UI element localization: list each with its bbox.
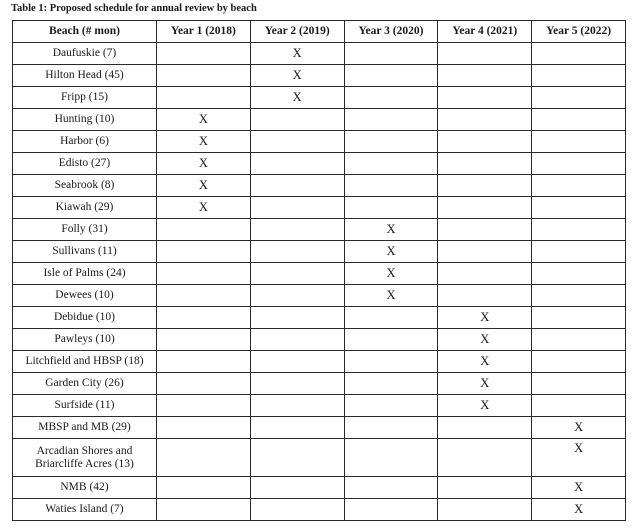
schedule-cell [344, 87, 438, 109]
schedule-mark: X [198, 155, 208, 170]
schedule-cell [157, 373, 251, 395]
table-row [13, 499, 626, 521]
schedule-cell [344, 285, 438, 307]
schedule-cell [344, 43, 438, 65]
schedule-cell [250, 439, 344, 477]
schedule-mark: X [198, 133, 208, 148]
schedule-cell [532, 175, 626, 197]
schedule-mark: X [480, 331, 490, 346]
header-row [13, 21, 626, 43]
schedule-cell [344, 263, 438, 285]
table-row [13, 65, 626, 87]
beach-name: NMB (42) [13, 477, 157, 499]
schedule-cell [344, 395, 438, 417]
beach-name: Edisto (27) [13, 153, 157, 175]
schedule-cell [532, 65, 626, 87]
schedule-cell [438, 219, 532, 241]
beach-name: MBSP and MB (29) [13, 417, 157, 439]
schedule-cell [532, 131, 626, 153]
beach-name: Garden City (26) [13, 373, 157, 395]
header-year-3: Year 3 (2020) [344, 21, 438, 43]
schedule-cell [532, 219, 626, 241]
table-row [13, 329, 626, 351]
schedule-cell [532, 499, 626, 521]
schedule-cell [438, 499, 532, 521]
schedule-cell [532, 351, 626, 373]
schedule-mark: X [292, 45, 302, 60]
beach-name-line: Briarcliffe Acres (13) [35, 457, 134, 470]
table-row [13, 439, 626, 477]
schedule-mark: X [480, 309, 490, 324]
schedule-cell [157, 197, 251, 219]
schedule-cell [438, 87, 532, 109]
schedule-cell [157, 175, 251, 197]
schedule-cell [344, 439, 438, 477]
schedule-cell [157, 417, 251, 439]
schedule-cell [250, 65, 344, 87]
schedule-cell [157, 351, 251, 373]
schedule-cell [250, 395, 344, 417]
schedule-cell [344, 197, 438, 219]
schedule-mark: X [386, 265, 396, 280]
schedule-cell [438, 175, 532, 197]
schedule-cell [250, 329, 344, 351]
beach-name: Dewees (10) [13, 285, 157, 307]
schedule-cell [532, 307, 626, 329]
schedule-cell [344, 65, 438, 87]
schedule-cell [157, 65, 251, 87]
table-row [13, 285, 626, 307]
schedule-cell [532, 153, 626, 175]
schedule-cell [250, 219, 344, 241]
schedule-mark: X [574, 479, 584, 494]
header-year-2: Year 2 (2019) [250, 21, 344, 43]
table-row [13, 373, 626, 395]
schedule-cell [438, 65, 532, 87]
schedule-cell [438, 131, 532, 153]
schedule-cell [532, 417, 626, 439]
schedule-mark: X [386, 287, 396, 302]
schedule-cell [344, 417, 438, 439]
schedule-cell [532, 43, 626, 65]
schedule-cell [250, 373, 344, 395]
beach-name: Isle of Palms (24) [13, 263, 157, 285]
beach-name: Hunting (10) [13, 109, 157, 131]
schedule-mark: X [386, 221, 396, 236]
schedule-cell [344, 109, 438, 131]
schedule-cell [532, 329, 626, 351]
schedule-mark: X [574, 501, 584, 516]
schedule-cell [250, 87, 344, 109]
beach-name: Surfside (11) [13, 395, 157, 417]
schedule-cell [532, 285, 626, 307]
table-row [13, 417, 626, 439]
header-beach: Beach (# mon) [13, 21, 157, 43]
beach-name: Daufuskie (7) [13, 43, 157, 65]
table-caption: Table 1: Proposed schedule for annual review by beach [11, 3, 257, 14]
schedule-cell [344, 307, 438, 329]
schedule-cell [438, 43, 532, 65]
table-row [13, 109, 626, 131]
schedule-cell [157, 87, 251, 109]
header-year-1: Year 1 (2018) [157, 21, 251, 43]
schedule-cell [157, 109, 251, 131]
table-row [13, 153, 626, 175]
schedule-mark: X [480, 375, 490, 390]
schedule-cell [344, 241, 438, 263]
beach-name [13, 439, 157, 477]
schedule-cell [250, 351, 344, 373]
schedule-cell [344, 131, 438, 153]
schedule-cell [157, 395, 251, 417]
schedule-cell [438, 395, 532, 417]
table-row [13, 175, 626, 197]
schedule-cell [344, 175, 438, 197]
table-row [13, 307, 626, 329]
schedule-mark: X [292, 89, 302, 104]
schedule-cell [344, 373, 438, 395]
schedule-cell [532, 87, 626, 109]
schedule-cell [438, 197, 532, 219]
table-row [13, 197, 626, 219]
schedule-cell [157, 131, 251, 153]
schedule-cell [532, 477, 626, 499]
schedule-cell [438, 109, 532, 131]
schedule-cell [157, 263, 251, 285]
table-row [13, 395, 626, 417]
schedule-cell [250, 263, 344, 285]
schedule-mark: X [480, 353, 490, 368]
schedule-cell [532, 373, 626, 395]
schedule-cell [157, 499, 251, 521]
beach-name: Litchfield and HBSP (18) [13, 351, 157, 373]
schedule-cell [344, 351, 438, 373]
table-row [13, 351, 626, 373]
schedule-cell [344, 329, 438, 351]
schedule-cell [250, 241, 344, 263]
schedule-cell [532, 109, 626, 131]
schedule-cell [532, 395, 626, 417]
schedule-cell [438, 373, 532, 395]
schedule-cell [344, 499, 438, 521]
table-row [13, 131, 626, 153]
beach-name: Kiawah (29) [13, 197, 157, 219]
schedule-mark: X [574, 441, 584, 455]
schedule-cell [157, 219, 251, 241]
table-row [13, 87, 626, 109]
table-row [13, 477, 626, 499]
schedule-cell [438, 153, 532, 175]
schedule-cell [438, 241, 532, 263]
schedule-cell [157, 329, 251, 351]
schedule-cell [157, 439, 251, 477]
table-row [13, 219, 626, 241]
schedule-cell [250, 175, 344, 197]
beach-name: Fripp (15) [13, 87, 157, 109]
schedule-mark: X [198, 177, 208, 192]
schedule-cell [438, 329, 532, 351]
schedule-cell [250, 43, 344, 65]
schedule-mark: X [292, 67, 302, 82]
table-row [13, 241, 626, 263]
schedule-cell [344, 219, 438, 241]
schedule-cell [344, 153, 438, 175]
schedule-mark: X [574, 419, 584, 434]
schedule-cell [250, 285, 344, 307]
beach-name: Harbor (6) [13, 131, 157, 153]
schedule-cell [532, 197, 626, 219]
table-row [13, 263, 626, 285]
schedule-cell [250, 499, 344, 521]
schedule-cell [250, 153, 344, 175]
schedule-cell [532, 439, 626, 477]
header-year-4: Year 4 (2021) [438, 21, 532, 43]
schedule-cell [438, 263, 532, 285]
schedule-mark: X [386, 243, 396, 258]
schedule-cell [250, 131, 344, 153]
beach-name: Waties Island (7) [13, 499, 157, 521]
schedule-cell [250, 417, 344, 439]
schedule-cell [438, 307, 532, 329]
schedule-cell [438, 285, 532, 307]
schedule-cell [157, 43, 251, 65]
schedule-cell [250, 307, 344, 329]
beach-name: Debidue (10) [13, 307, 157, 329]
schedule-cell [250, 109, 344, 131]
schedule-cell [438, 439, 532, 477]
schedule-mark: X [480, 397, 490, 412]
schedule-cell [532, 263, 626, 285]
schedule-cell [250, 477, 344, 499]
schedule-cell [157, 153, 251, 175]
schedule-cell [157, 307, 251, 329]
schedule-cell [438, 351, 532, 373]
schedule-cell [157, 241, 251, 263]
schedule-cell [438, 417, 532, 439]
schedule-table [12, 20, 626, 521]
schedule-cell [438, 477, 532, 499]
beach-name: Sullivans (11) [13, 241, 157, 263]
beach-name: Seabrook (8) [13, 175, 157, 197]
schedule-cell [344, 477, 438, 499]
schedule-cell [250, 197, 344, 219]
schedule-cell [157, 477, 251, 499]
header-year-5: Year 5 (2022) [532, 21, 626, 43]
schedule-cell [532, 241, 626, 263]
beach-name: Pawleys (10) [13, 329, 157, 351]
beach-name: Folly (31) [13, 219, 157, 241]
table-row [13, 43, 626, 65]
beach-name: Hilton Head (45) [13, 65, 157, 87]
schedule-cell [157, 285, 251, 307]
beach-name-line: Arcadian Shores and [36, 444, 133, 457]
schedule-mark: X [198, 111, 208, 126]
schedule-mark: X [198, 199, 208, 214]
